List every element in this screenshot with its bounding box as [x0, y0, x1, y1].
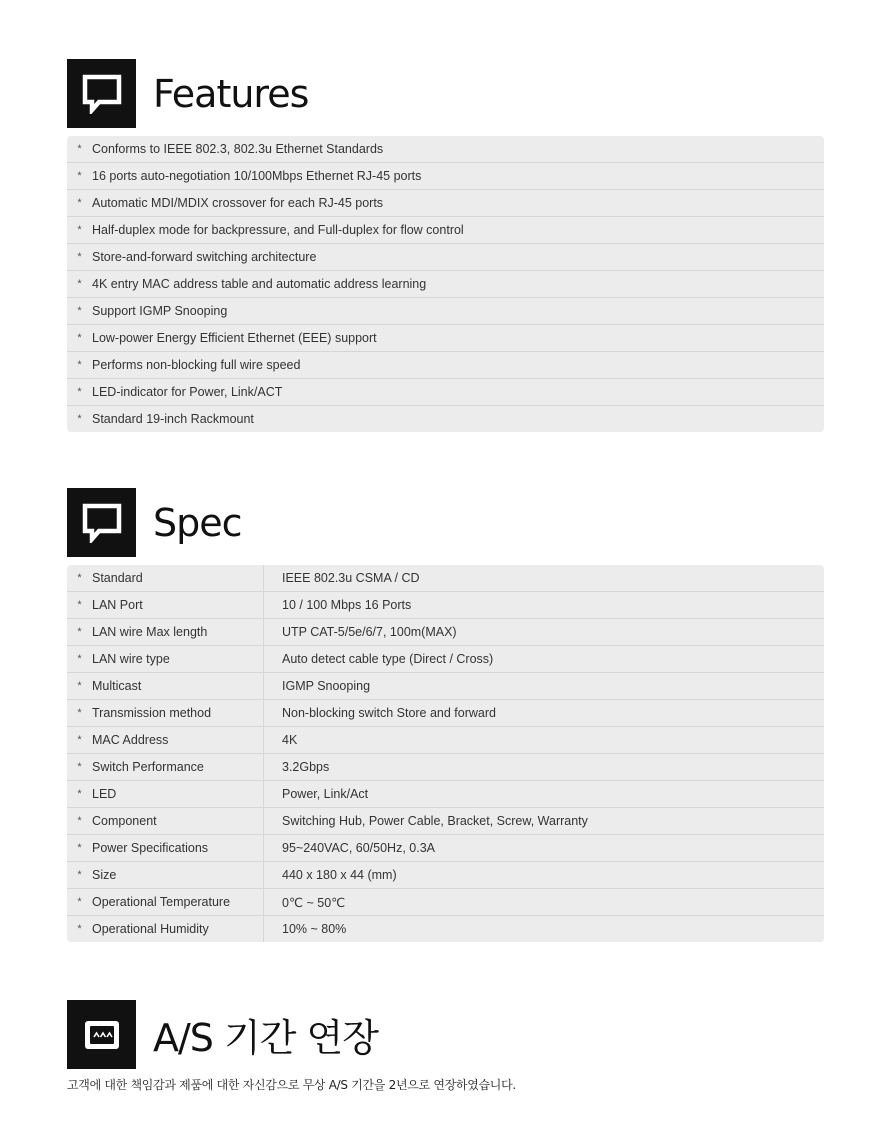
feature-text: Support IGMP Snooping	[92, 304, 228, 318]
spec-key: Switch Performance	[92, 760, 204, 774]
speech-bubble-icon	[67, 59, 136, 128]
feature-text: Performs non-blocking full wire speed	[92, 358, 301, 372]
bullet-marker: *	[77, 413, 82, 425]
bullet-marker: *	[77, 305, 82, 317]
spec-value: 95~240VAC, 60/50Hz, 0.3A	[282, 841, 435, 855]
bullet-marker: *	[77, 224, 82, 236]
feature-text: 16 ports auto-negotiation 10/100Mbps Ethernet RJ-45 ports	[92, 169, 422, 183]
bullet-marker: *	[77, 761, 82, 773]
chat-dots-icon	[67, 1000, 136, 1069]
spec-value: Power, Link/Act	[282, 787, 369, 801]
feature-item	[67, 217, 824, 244]
feature-text: Standard 19-inch Rackmount	[92, 412, 254, 426]
spec-row	[67, 727, 824, 754]
bullet-marker: *	[77, 572, 82, 584]
spec-row	[67, 619, 824, 646]
spec-row	[67, 565, 824, 592]
feature-item	[67, 163, 824, 190]
spec-key-cell	[67, 700, 264, 726]
as-title: A/S 기간 연장	[153, 1016, 378, 1060]
bullet-marker: *	[77, 869, 82, 881]
spec-key-cell	[67, 619, 264, 645]
bullet-marker: *	[77, 143, 82, 155]
bullet-marker: *	[77, 251, 82, 263]
feature-text: Automatic MDI/MDIX crossover for each RJ-45 ports	[92, 196, 384, 210]
spec-value: 3.2Gbps	[282, 760, 330, 774]
bullet-marker: *	[77, 278, 82, 290]
spec-key-cell	[67, 862, 264, 888]
spec-row	[67, 889, 824, 916]
feature-item	[67, 298, 824, 325]
spec-key: Operational Humidity	[92, 922, 209, 936]
bullet-marker: *	[77, 170, 82, 182]
features-title: Features	[153, 71, 309, 116]
spec-key: Power Specifications	[92, 841, 209, 855]
spec-row	[67, 700, 824, 727]
features-header	[67, 59, 308, 128]
features-list	[67, 136, 824, 432]
spec-key: Transmission method	[92, 706, 212, 720]
spec-value: 440 x 180 x 44 (mm)	[282, 868, 397, 882]
spec-row	[67, 673, 824, 700]
spec-title: Spec	[153, 500, 242, 545]
spec-value: Non-blocking switch Store and forward	[282, 706, 496, 720]
feature-item	[67, 136, 824, 163]
feature-item	[67, 190, 824, 217]
spec-row	[67, 835, 824, 862]
spec-row	[67, 592, 824, 619]
feature-text: Conforms to IEEE 802.3, 802.3u Ethernet Standards	[92, 142, 384, 156]
feature-item	[67, 244, 824, 271]
bullet-marker: *	[77, 599, 82, 611]
spec-value: UTP CAT-5/5e/6/7, 100m(MAX)	[282, 625, 457, 639]
spec-key: Size	[92, 868, 117, 882]
spec-header	[67, 488, 242, 557]
bullet-marker: *	[77, 680, 82, 692]
spec-row	[67, 862, 824, 889]
spec-value: Auto detect cable type (Direct / Cross)	[282, 652, 494, 666]
spec-row	[67, 781, 824, 808]
spec-key: LAN wire Max length	[92, 625, 208, 639]
bullet-marker: *	[77, 734, 82, 746]
spec-key: LAN wire type	[92, 652, 170, 666]
spec-value: 10 / 100 Mbps 16 Ports	[282, 598, 412, 612]
feature-item	[67, 379, 824, 406]
spec-key: LED	[92, 787, 117, 801]
spec-key-cell	[67, 781, 264, 807]
feature-text: Half-duplex mode for backpressure, and Full-duplex for flow control	[92, 223, 464, 237]
spec-key: Standard	[92, 571, 143, 585]
feature-text: LED-indicator for Power, Link/ACT	[92, 385, 283, 399]
bullet-marker: *	[77, 815, 82, 827]
spec-key-cell	[67, 808, 264, 834]
spec-value: IGMP Snooping	[282, 679, 371, 693]
bullet-marker: *	[77, 842, 82, 854]
spec-row	[67, 646, 824, 673]
bullet-marker: *	[77, 788, 82, 800]
bullet-marker: *	[77, 332, 82, 344]
spec-row	[67, 916, 824, 942]
bullet-marker: *	[77, 197, 82, 209]
spec-value: 10% ~ 80%	[282, 922, 347, 936]
spec-key-cell	[67, 727, 264, 753]
feature-text: Low-power Energy Efficient Ethernet (EEE) support	[92, 331, 377, 345]
bullet-marker: *	[77, 626, 82, 638]
spec-key-cell	[67, 889, 264, 915]
spec-key: Multicast	[92, 679, 142, 693]
spec-key-cell	[67, 916, 264, 942]
as-description: 고객에 대한 책임감과 제품에 대한 자신감으로 무상 A/S 기간을 2년으로 연장하였습니다.	[67, 1078, 516, 1092]
bullet-marker: *	[77, 707, 82, 719]
spec-table	[67, 565, 824, 942]
spec-value: IEEE 802.3u CSMA / CD	[282, 571, 420, 585]
feature-item	[67, 271, 824, 298]
spec-key-cell	[67, 646, 264, 672]
spec-value: 4K	[282, 733, 298, 747]
as-header	[67, 1000, 378, 1069]
spec-value: 0℃ ~ 50℃	[282, 895, 346, 910]
feature-item	[67, 325, 824, 352]
spec-key: MAC Address	[92, 733, 169, 747]
spec-key-cell	[67, 754, 264, 780]
spec-key-cell	[67, 835, 264, 861]
spec-key: Component	[92, 814, 157, 828]
spec-key-cell	[67, 565, 264, 591]
feature-text: 4K entry MAC address table and automatic address learning	[92, 277, 427, 291]
bullet-marker: *	[77, 896, 82, 908]
spec-key: Operational Temperature	[92, 895, 231, 909]
feature-item	[67, 352, 824, 379]
bullet-marker: *	[77, 359, 82, 371]
feature-text: Store-and-forward switching architecture	[92, 250, 317, 264]
spec-key: LAN Port	[92, 598, 143, 612]
spec-value: Switching Hub, Power Cable, Bracket, Screw, Warranty	[282, 814, 588, 828]
bullet-marker: *	[77, 923, 82, 935]
spec-row	[67, 754, 824, 781]
speech-bubble-icon	[67, 488, 136, 557]
spec-key-cell	[67, 673, 264, 699]
bullet-marker: *	[77, 386, 82, 398]
bullet-marker: *	[77, 653, 82, 665]
feature-item	[67, 406, 824, 432]
spec-row	[67, 808, 824, 835]
spec-key-cell	[67, 592, 264, 618]
